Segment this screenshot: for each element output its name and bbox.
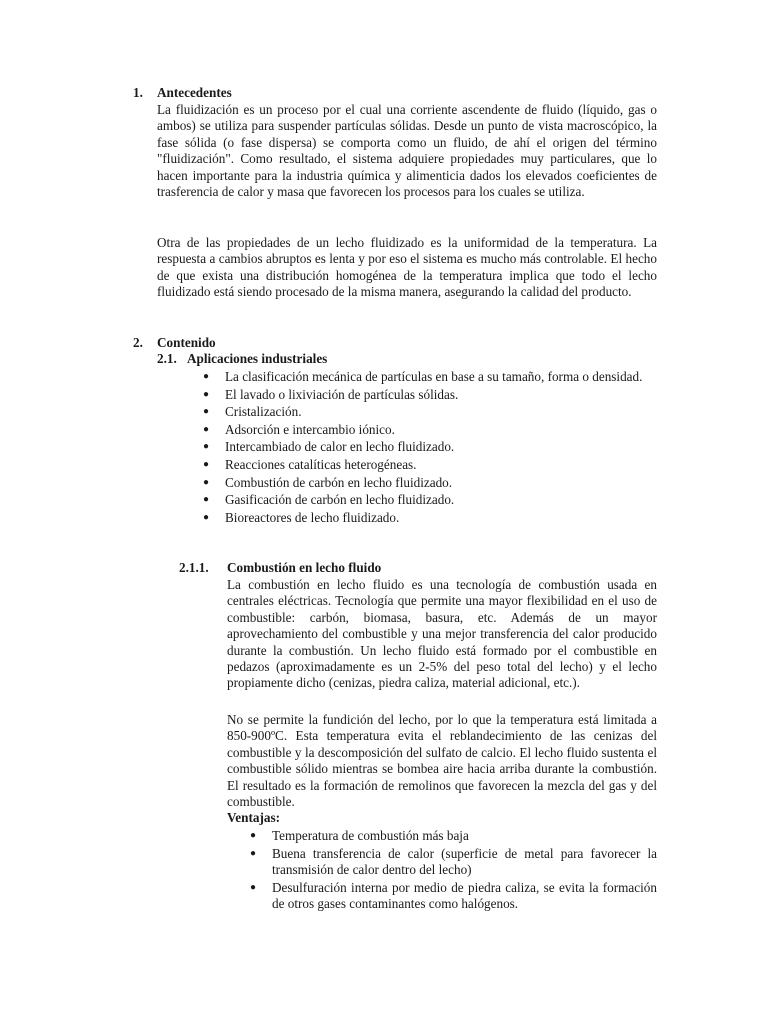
combustion-paragraph-2: No se permite la fundición del lecho, por lo que la temperatura está limitada a 850-900ºC. Esta temperatura evita el reblandecimiento de las cenizas del combustible y la descomposición del sulfato de calcio. El lecho fluido sustenta el combustible sólido mientras se bombea aire hacia arriba durante la combustión. El resultado es la formación de remolinos que favorecen la mezcla del gas y del combustible. — [227, 712, 657, 810]
subsection-2-1-1-title: Combustión en lecho fluido — [227, 560, 382, 575]
list-item: ● Desulfuración interna por medio de piedra caliza, se evita la formación de otros gases contaminantes como halógenos. — [250, 879, 657, 911]
list-item: ● El lavado o lixiviación de partículas sólidas. — [203, 386, 459, 402]
list-item: ● Bioreactores de lecho fluidizado. — [203, 509, 400, 525]
bullet-icon: ● — [250, 881, 257, 893]
bullet-icon: ● — [203, 458, 210, 470]
list-item: ● Cristalización. — [203, 404, 302, 420]
bullet-icon: ● — [203, 371, 210, 382]
bullet-icon: ● — [203, 406, 210, 418]
subsection-2-1-1-number: 2.1.1. — [179, 560, 209, 575]
ventajas-list — [250, 828, 657, 912]
applications-list — [203, 369, 645, 526]
antecedentes-paragraph-1: La fluidización es un proceso por el cual una corriente ascendente de fluido (líquido, gas o ambos) se utiliza para suspender partículas sólidas. Desde un punto de vista macroscópico, la fase sólida (o fase dispersa) se comporta como un fluido, de ahí el origen del término "fluidización". Como resultado, el sistema adquiere propiedades muy particulares, que lo hacen importante para la industria química y alimenticia dados los elevados coeficientes de trasferencia de calor y masa que favorecen los procesos para los cuales se utiliza. — [157, 102, 657, 200]
ventajas-label: Ventajas: — [227, 810, 280, 825]
bullet-icon: ● — [203, 441, 210, 453]
list-item: ● La clasificación mecánica de partículas en base a su tamaño, forma o densidad. — [203, 369, 643, 384]
subsection-2-1-title: Aplicaciones industriales — [187, 351, 328, 366]
bullet-icon: ● — [203, 511, 210, 523]
bullet-icon: ● — [203, 388, 210, 400]
list-item: ● Intercambiado de calor en lecho fluidizado. — [203, 439, 455, 455]
section-2-title: Contenido — [157, 335, 216, 350]
bullet-icon: ● — [250, 830, 257, 841]
list-item: ● Buena transferencia de calor (superficie de metal para favorecer la transmisión de calor dentro del lecho) — [250, 845, 657, 877]
list-item: ● Adsorción e intercambio iónico. — [203, 421, 395, 437]
bullet-icon: ● — [203, 423, 210, 435]
list-item: ● Combustión de carbón en lecho fluidizado. — [203, 474, 453, 490]
bullet-icon: ● — [203, 494, 210, 506]
list-item: ● Gasificación de carbón en lecho fluidizado. — [203, 492, 455, 508]
bullet-icon: ● — [203, 476, 210, 488]
antecedentes-paragraph-2: Otra de las propiedades de un lecho fluidizado es la uniformidad de la temperatura. La respuesta a cambios abruptos es lenta y por eso el sistema es mucho más controlable. El hecho de que exista una distribución homogénea de la temperatura implica que todo el lecho fluidizado está siendo procesado de la misma manera, asegurando la calidad del producto. — [157, 235, 657, 300]
list-item: ● Reacciones catalíticas heterogéneas. — [203, 456, 417, 472]
section-2-number: 2. — [133, 335, 143, 350]
subsection-2-1-number: 2.1. — [157, 351, 177, 366]
bullet-icon: ● — [250, 847, 257, 859]
section-1-title: Antecedentes — [157, 85, 232, 100]
list-item: ● Temperatura de combustión más baja — [250, 828, 469, 843]
combustion-paragraph-1: La combustión en lecho fluido es una tecnología de combustión usada en centrales eléctricas. Tecnología que permite una mayor flexibilidad en el uso de combustible: carbón, biomasa, basura, etc. Además de un mayor aprovechamiento del combustible y una mejor transferencia del calor producido durante la combustión. Un lecho fluido está formado por el combustible en pedazos (aproximadamente es un 2-5% del peso total del lecho) y el lecho propiamente dicho (cenizas, piedra caliza, material adicional, etc.). — [227, 577, 657, 691]
section-1-number: 1. — [133, 85, 143, 100]
